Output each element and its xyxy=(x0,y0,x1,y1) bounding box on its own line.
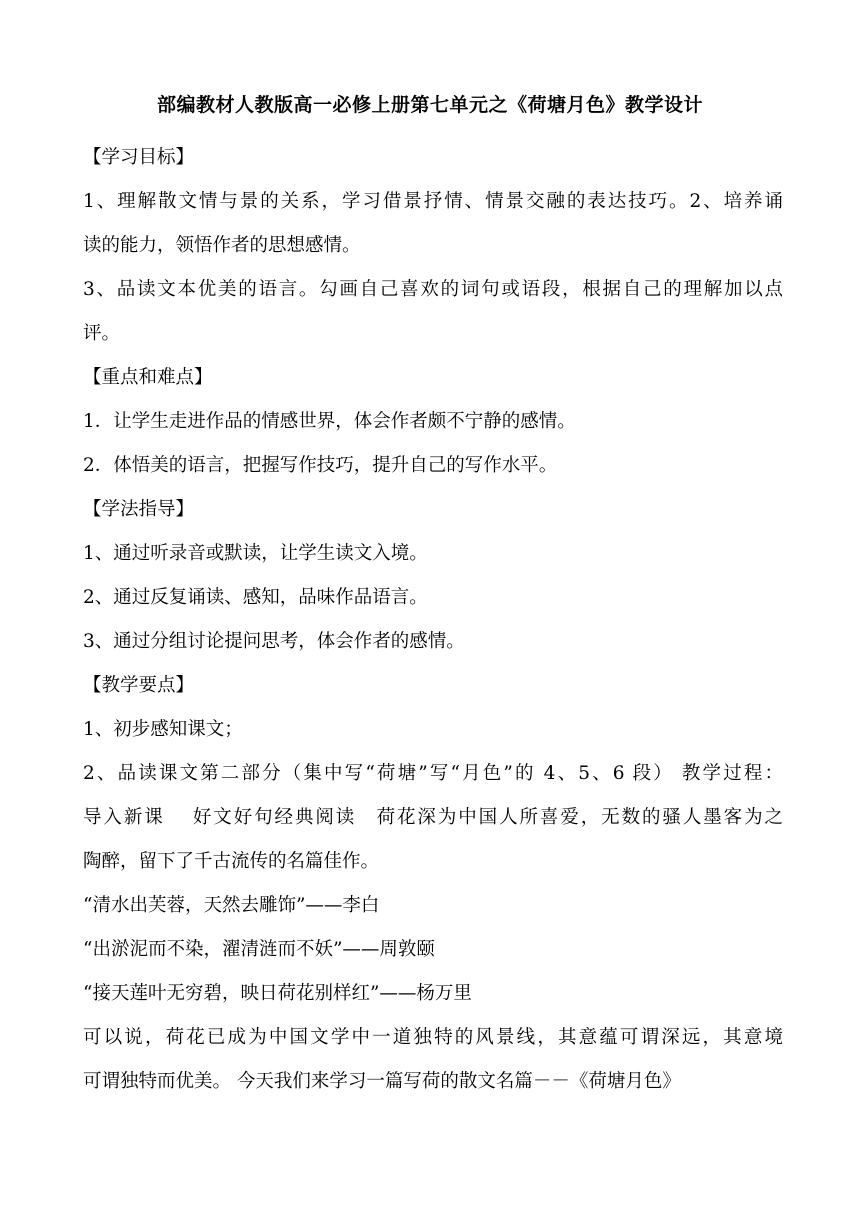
document-title: 部编教材人教版高一必修上册第七单元之《荷塘月色》教学设计 xyxy=(156,94,703,116)
paragraph-line: 可以说，荷花已成为中国文学中一道独特的风景线，其意蕴可谓深远，其意境 xyxy=(83,1027,783,1048)
paragraph-line: 2．体悟美的语言，把握写作技巧，提升自己的写作水平。 xyxy=(83,455,558,476)
heading-key-points: 【重点和难点】 xyxy=(83,367,213,388)
paragraph-line: 读的能力，领悟作者的思想感情。 xyxy=(83,235,361,256)
paragraph-line: 陶醉，留下了千古流传的名篇佳作。 xyxy=(83,851,380,872)
heading-study-method: 【学法指导】 xyxy=(83,499,195,520)
paragraph-line: 评。 xyxy=(83,323,121,344)
document-body xyxy=(83,136,783,1104)
quote-line: “清水出芙蓉，天然去雕饰”——李白 xyxy=(83,895,380,916)
quote-line: “出淤泥而不染，濯清涟而不妖”——周敦颐 xyxy=(83,939,435,960)
paragraph-line: 1、初步感知课文； xyxy=(83,719,243,740)
heading-teaching-points: 【教学要点】 xyxy=(83,675,195,696)
heading-learning-goals: 【学习目标】 xyxy=(83,147,195,168)
paragraph-line: 1．让学生走进作品的情感世界，体会作者颇不宁静的感情。 xyxy=(83,411,576,432)
paragraph-line: 3、通过分组讨论提问思考，体会作者的感情。 xyxy=(83,631,465,652)
paragraph-line: 2、通过反复诵读、感知，品味作品语言。 xyxy=(83,587,428,608)
paragraph-line: 3、品读文本优美的语言。勾画自己喜欢的词句或语段，根据自己的理解加以点 xyxy=(83,279,783,300)
paragraph-line: 1、理解散文情与景的关系，学习借景抒情、情景交融的表达技巧。2、培养诵 xyxy=(83,191,783,212)
paragraph-line: 1、通过听录音或默读，让学生读文入境。 xyxy=(83,543,428,564)
quote-line: “接天莲叶无穷碧，映日荷花别样红”——杨万里 xyxy=(83,983,472,1004)
paragraph-line: 可谓独特而优美。 今天我们来学习一篇写荷的散文名篇－－《荷塘月色》 xyxy=(83,1071,681,1092)
paragraph-line: 导入新课 好文好句经典阅读 荷花深为中国人所喜爱，无数的骚人墨客为之 xyxy=(83,807,783,828)
paragraph-line: 2、品读课文第二部分（集中写“荷塘”写“月色”的 4、5、6 段） 教学过程： xyxy=(83,763,783,784)
